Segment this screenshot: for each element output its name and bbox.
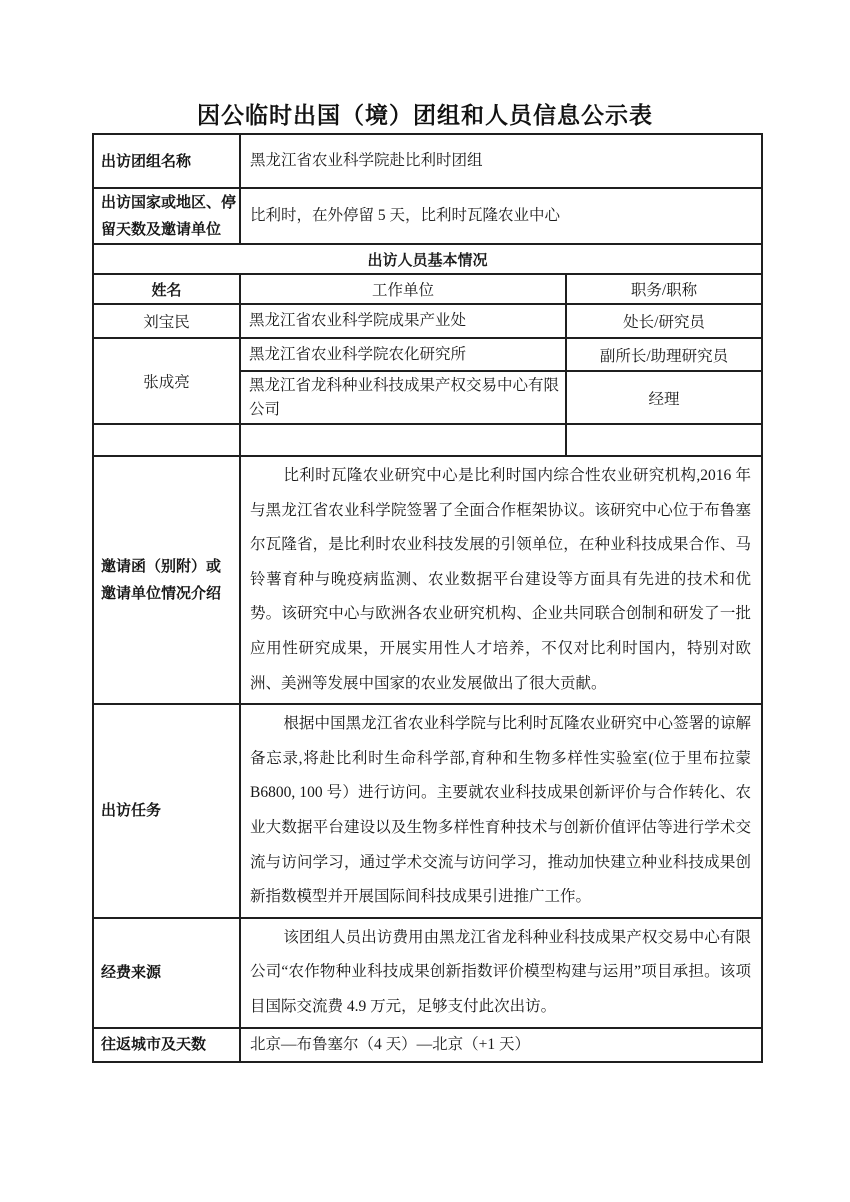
member-name: 刘宝民 bbox=[93, 304, 240, 338]
personnel-section-title: 出访人员基本情况 bbox=[93, 244, 762, 274]
field-label-invitation: 邀请函（别附）或邀请单位情况介绍 bbox=[93, 456, 240, 704]
row-invitation bbox=[93, 456, 762, 704]
mission-paragraph: 根据中国黑龙江省农业科学院与比利时瓦隆农业研究中心签署的谅解备忘录,将赴比利时生命科学部,育种和生物多样性实验室(位于里布拉蒙 B6800, 100 号）进行访问。主要就农业科技成果创新评价与合作转化、农业大数据平台建设以及生物多样性育种技术与创新价值评估等进行学术交流与访问学习，通过学术交流与访问学习，推动加快建立种业科技成果创新指数模型并开展国际间科技成果引进推广工作。 bbox=[250, 715, 752, 906]
page-title: 因公临时出国（境）团组和人员信息公示表 bbox=[197, 102, 653, 128]
field-label-group-name: 出访团组名称 bbox=[93, 134, 240, 188]
field-value-destination: 比利时，在外停留 5 天，比利时瓦隆农业中心 bbox=[240, 188, 762, 244]
field-label-mission: 出访任务 bbox=[93, 704, 240, 918]
table-row-member-1 bbox=[93, 304, 762, 338]
table-row-member-2a bbox=[93, 338, 762, 371]
funding-paragraph: 该团组人员出访费用由黑龙江省龙科种业科技成果产权交易中心有限公司“农作物种业科技成果创新指数评价模型构建与运用”项目承担。该项目国际交流费 4.9 万元，足够支付此次出访。 bbox=[250, 928, 752, 1015]
member-unit: 黑龙江省农业科学院农化研究所 bbox=[240, 338, 566, 371]
row-destination bbox=[93, 188, 762, 244]
member-unit bbox=[240, 424, 566, 456]
field-label-funding: 经费来源 bbox=[93, 918, 240, 1028]
column-header-name: 姓名 bbox=[93, 274, 240, 304]
column-header-unit: 工作单位 bbox=[240, 274, 566, 304]
invitation-paragraph: 比利时瓦隆农业研究中心是比利时国内综合性农业研究机构,2016 年与黑龙江省农业科学院签署了全面合作框架协议。该研究中心位于布鲁塞尔瓦隆省，是比利时农业科技发展的引领单位，在种业科技成果合作、马铃薯育种与晚疫病监测、农业数据平台建设等方面具有先进的技术和优势。该研究中心与欧洲各农业研究机构、企业共同联合创制和研发了一批应用性研究成果，开展实用性人才培养，不仅对比利时国内，特别对欧洲、美洲等发展中国家的农业发展做出了很大贡献。 bbox=[250, 467, 752, 692]
info-table bbox=[92, 133, 763, 1063]
field-value-itinerary: 北京—布鲁塞尔（4 天）—北京（+1 天） bbox=[240, 1028, 762, 1062]
row-itinerary bbox=[93, 1028, 762, 1062]
row-group-name bbox=[93, 134, 762, 188]
column-header-title: 职务/职称 bbox=[566, 274, 762, 304]
member-title: 副所长/助理研究员 bbox=[566, 338, 762, 371]
field-value-invitation bbox=[240, 456, 762, 704]
table-row-empty bbox=[93, 424, 762, 456]
member-title: 处长/研究员 bbox=[566, 304, 762, 338]
row-personnel-headers bbox=[93, 274, 762, 304]
member-unit: 黑龙江省农业科学院成果产业处 bbox=[240, 304, 566, 338]
member-name bbox=[93, 424, 240, 456]
row-funding bbox=[93, 918, 762, 1028]
member-title: 经理 bbox=[566, 371, 762, 424]
member-name: 张成亮 bbox=[93, 338, 240, 424]
row-mission bbox=[93, 704, 762, 918]
member-title bbox=[566, 424, 762, 456]
row-personnel-section bbox=[93, 244, 762, 274]
field-label-itinerary: 往返城市及天数 bbox=[93, 1028, 240, 1062]
field-value-mission bbox=[240, 704, 762, 918]
field-label-destination: 出访国家或地区、停留天数及邀请单位 bbox=[93, 188, 240, 244]
field-value-group-name: 黑龙江省农业科学院赴比利时团组 bbox=[240, 134, 762, 188]
member-unit: 黑龙江省龙科种业科技成果产权交易中心有限公司 bbox=[240, 371, 566, 424]
field-value-funding bbox=[240, 918, 762, 1028]
